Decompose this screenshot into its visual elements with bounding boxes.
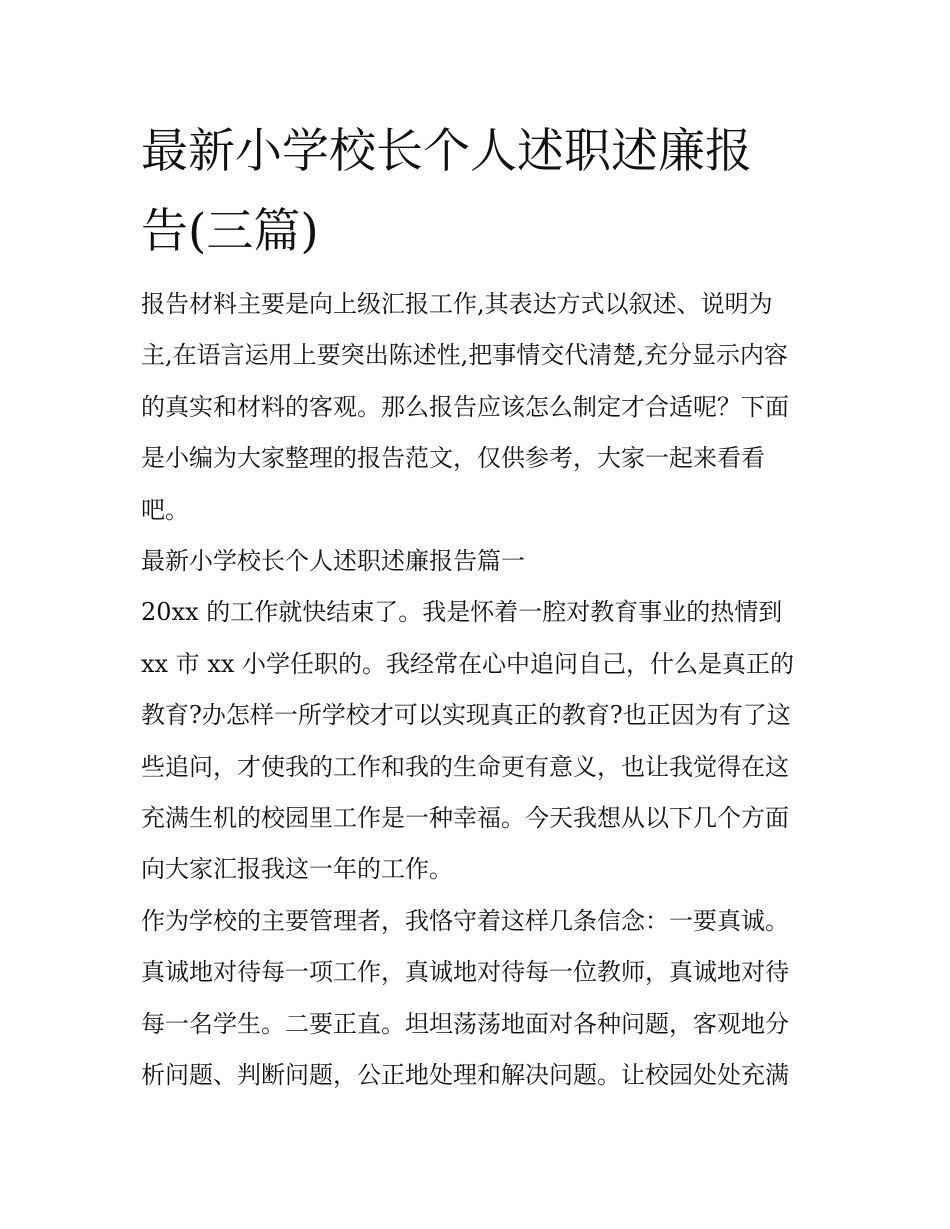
document-body bbox=[141, 279, 816, 1102]
title-line: 最新小学校长个人述职述廉报 bbox=[141, 124, 752, 179]
title-line: 告(三篇) bbox=[141, 204, 319, 259]
text-line: 是小编为大家整理的报告范文，仅供参考，大家一起来看看 bbox=[141, 444, 765, 473]
text-line: 的真实和材料的客观。那么报告应该怎么制定才合适呢？下面 bbox=[141, 392, 789, 421]
text-line: 报告材料主要是向上级汇报工作,其表达方式以叙述、说明为 bbox=[141, 290, 773, 318]
text-line: 些追问，才使我的工作和我的生命更有意义，也让我觉得在这 bbox=[141, 752, 789, 781]
section-heading bbox=[141, 536, 816, 587]
text-line: 最新小学校长个人述职述廉报告篇一 bbox=[141, 547, 525, 576]
text-line: 每一名学生。二要正直。坦坦荡荡地面对各种问题，客观地分 bbox=[141, 1009, 789, 1038]
text-line: 教育?办怎样一所学校才可以实现真正的教育?也正因为有了这 bbox=[141, 701, 791, 730]
intro-paragraph bbox=[141, 279, 816, 536]
text-line: 主,在语言运用上要突出陈述性,把事情交代清楚,充分显示内容 bbox=[141, 341, 788, 370]
text-line: 真诚地对待每一项工作，真诚地对待每一位教师，真诚地对待 bbox=[141, 958, 789, 987]
document-title bbox=[141, 112, 821, 272]
text-line: 向大家汇报我这一年的工作。 bbox=[141, 855, 453, 884]
text-line: 20xx 的工作就快结束了。我是怀着一腔对教育事业的热情到 bbox=[141, 598, 783, 627]
text-line: xx 市 xx 小学任职的。我经常在心中追问自己，什么是真正的 bbox=[141, 649, 795, 678]
text-line: 吧。 bbox=[141, 495, 189, 524]
text-line: 作为学校的主要管理者，我恪守着这样几条信念：一要真诚。 bbox=[141, 906, 789, 935]
body-paragraph bbox=[141, 896, 816, 1102]
text-line: 充满生机的校园里工作是一种幸福。今天我想从以下几个方面 bbox=[141, 804, 789, 833]
body-paragraph bbox=[141, 587, 816, 895]
text-line: 析问题、判断问题，公正地处理和解决问题。让校园处处充满 bbox=[141, 1061, 789, 1090]
